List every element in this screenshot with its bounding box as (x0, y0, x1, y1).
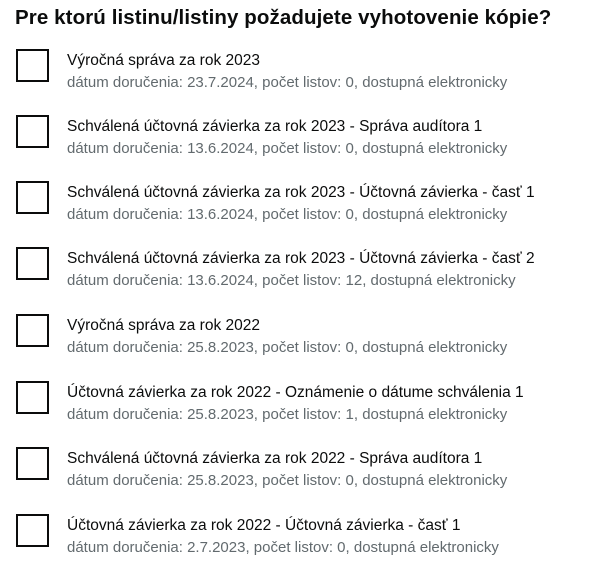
document-checkbox-4[interactable] (16, 247, 49, 280)
document-item-7[interactable] (16, 447, 596, 497)
document-meta-1: dátum doručenia: 23.7.2024, počet listov: 0, dostupná elektronicky (67, 74, 508, 91)
document-meta-8: dátum doručenia: 2.7.2023, počet listov: 0, dostupná elektronicky (67, 539, 499, 556)
document-title-5: Výročná správa za rok 2022 (67, 317, 260, 334)
document-checkbox-7[interactable] (16, 447, 49, 480)
document-title-2: Schválená účtovná závierka za rok 2023 - Správa audítora 1 (67, 118, 483, 135)
document-meta-4: dátum doručenia: 13.6.2024, počet listov: 12, dostupná elektronicky (67, 272, 516, 289)
document-title-1: Výročná správa za rok 2023 (67, 52, 260, 69)
document-checkbox-2[interactable] (16, 115, 49, 148)
document-title-7: Schválená účtovná závierka za rok 2022 - Správa audítora 1 (67, 450, 483, 467)
document-title-6: Účtovná závierka za rok 2022 - Oznámenie o dátume schválenia 1 (67, 384, 524, 401)
document-item-4[interactable] (16, 247, 596, 297)
document-title-4: Schválená účtovná závierka za rok 2023 - Účtovná závierka - časť 2 (67, 250, 535, 267)
document-item-5[interactable] (16, 314, 596, 364)
document-meta-7: dátum doručenia: 25.8.2023, počet listov: 0, dostupná elektronicky (67, 472, 508, 489)
document-meta-6: dátum doručenia: 25.8.2023, počet listov: 1, dostupná elektronicky (67, 406, 508, 423)
document-meta-2: dátum doručenia: 13.6.2024, počet listov: 0, dostupná elektronicky (67, 140, 508, 157)
document-checkbox-3[interactable] (16, 181, 49, 214)
document-title-3: Schválená účtovná závierka za rok 2023 - Účtovná závierka - časť 1 (67, 184, 535, 201)
question-heading: Pre ktorú listinu/listiny požadujete vyhotovenie kópie? (15, 6, 552, 29)
document-title-8: Účtovná závierka za rok 2022 - Účtovná závierka - časť 1 (67, 517, 461, 534)
document-item-1[interactable] (16, 49, 596, 99)
document-meta-3: dátum doručenia: 13.6.2024, počet listov: 0, dostupná elektronicky (67, 206, 508, 223)
document-item-6[interactable] (16, 381, 596, 431)
document-item-2[interactable] (16, 115, 596, 165)
document-item-8[interactable] (16, 514, 596, 564)
document-checkbox-5[interactable] (16, 314, 49, 347)
document-checkbox-6[interactable] (16, 381, 49, 414)
document-meta-5: dátum doručenia: 25.8.2023, počet listov: 0, dostupná elektronicky (67, 339, 508, 356)
document-item-3[interactable] (16, 181, 596, 231)
document-checkbox-1[interactable] (16, 49, 49, 82)
document-checkbox-8[interactable] (16, 514, 49, 547)
